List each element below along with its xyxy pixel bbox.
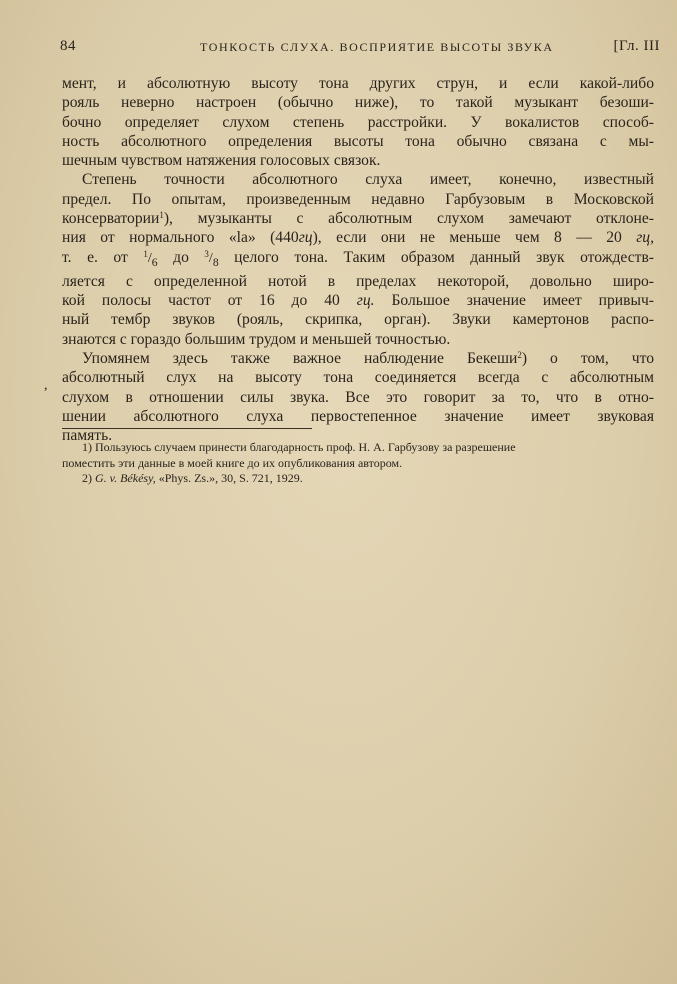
text-fragment: целого тона. Таким образом данный звук отождеств- [218,248,655,266]
text-fragment: Большое значение имеет привыч- [374,292,655,310]
text-line [62,248,654,272]
text-fragment: кой полосы частот от 16 до 40 [62,292,357,310]
text-line: слухом в отношении силы звука. Все это говорит за то, что в отно- [62,388,654,406]
text-fragment: ), если они не меньше чем 8 — 20 [312,229,622,247]
text-fragment: ), музыканты с абсолютным слухом замечают отклоне- [163,210,654,228]
footnote-1 [62,440,654,456]
text-line [62,291,654,310]
fraction-numerator: 1 [143,248,148,259]
text-line: рояль неверно настроен (обычно ниже), то такой музыкант безоши- [62,94,654,112]
text-line: предел. По опытам, произведенным недавно Гарбузовым в Московской [62,190,654,208]
text-line: ность абсолютного определения высоты тона обычно связана с мы- [62,132,654,150]
footnote-1-continued: поместить эти данные в моей книге до их опубликования автором. [62,455,403,470]
footnote-ref: 2 [517,349,522,360]
margin-mark: , [44,378,48,393]
text-line: шении абсолютного слуха первостепенное значение имеет звуковая [62,407,654,425]
text-line [62,228,654,247]
page-number: 84 [60,38,76,54]
text-line: ляется с определенной нотой в пределах некоторой, довольно широ- [62,272,654,290]
text-fragment: т. е. от [62,248,144,266]
text-fragment: ) о том, что [521,349,654,367]
footnote-divider [62,428,312,429]
unit-hz: гц. [356,292,375,310]
text-fragment: консерватории [62,210,160,228]
footnotes [62,440,654,487]
fraction-three-eighths: $^3/_8$ [204,248,219,269]
text-line: абсолютный слух на высоту тона соединяется всегда с абсолютным [62,369,654,387]
unit-hz: гц, [636,229,654,247]
footnote-text: «Phys. Zs.», 30, S. 721, 1929. [158,471,303,485]
footnote-2 [62,471,654,487]
running-title: ТОНКОСТЬ СЛУХА. ВОСПРИЯТИЕ ВЫСОТЫ ЗВУКА [200,40,554,54]
running-header [60,38,660,60]
unit-hz: гц [298,229,313,247]
text-line [62,209,654,228]
footnote-author: G. v. Békésy, [95,471,156,485]
text-line: ный тембр звуков (рояль, скрипка, орган). Звуки камертонов распо- [62,311,654,329]
footnote-mark: 2) [82,471,92,485]
footnote-mark: 1) [82,440,92,454]
footnote-text: Пользуюсь случаем принести благодарность проф. Н. А. Гарбузову за разрешение [95,440,516,454]
text-line: бочно определяет слухом степень расстройки. У вокалистов способ- [62,113,654,131]
text-fragment: до [157,248,205,266]
text-line: мент, и абсолютную высоту тона других струн, и если какой-либо [62,75,654,92]
fraction-denominator: 6 [151,255,158,269]
fraction-one-sixth: $^1/_6$ [143,248,158,269]
fraction-denominator: 8 [212,255,219,269]
main-text [62,74,654,445]
text-line: шечным чувством натяжения голосовых связок. [62,152,381,170]
footnote-ref: 1 [159,210,164,221]
chapter-label: [Гл. III [613,38,660,54]
text-fragment: ния от нормального «la» (440 [62,229,299,247]
text-line: память. [62,427,113,445]
text-line [62,349,654,368]
text-line: Степень точности абсолютного слуха имеет, конечно, известный [82,171,654,189]
text-fragment: Упомянем здесь также важное наблюдение Бекеши [82,349,518,367]
text-line: знаются с гораздо большим трудом и меньшей точностью. [62,330,451,348]
fraction-numerator: 3 [204,248,209,259]
